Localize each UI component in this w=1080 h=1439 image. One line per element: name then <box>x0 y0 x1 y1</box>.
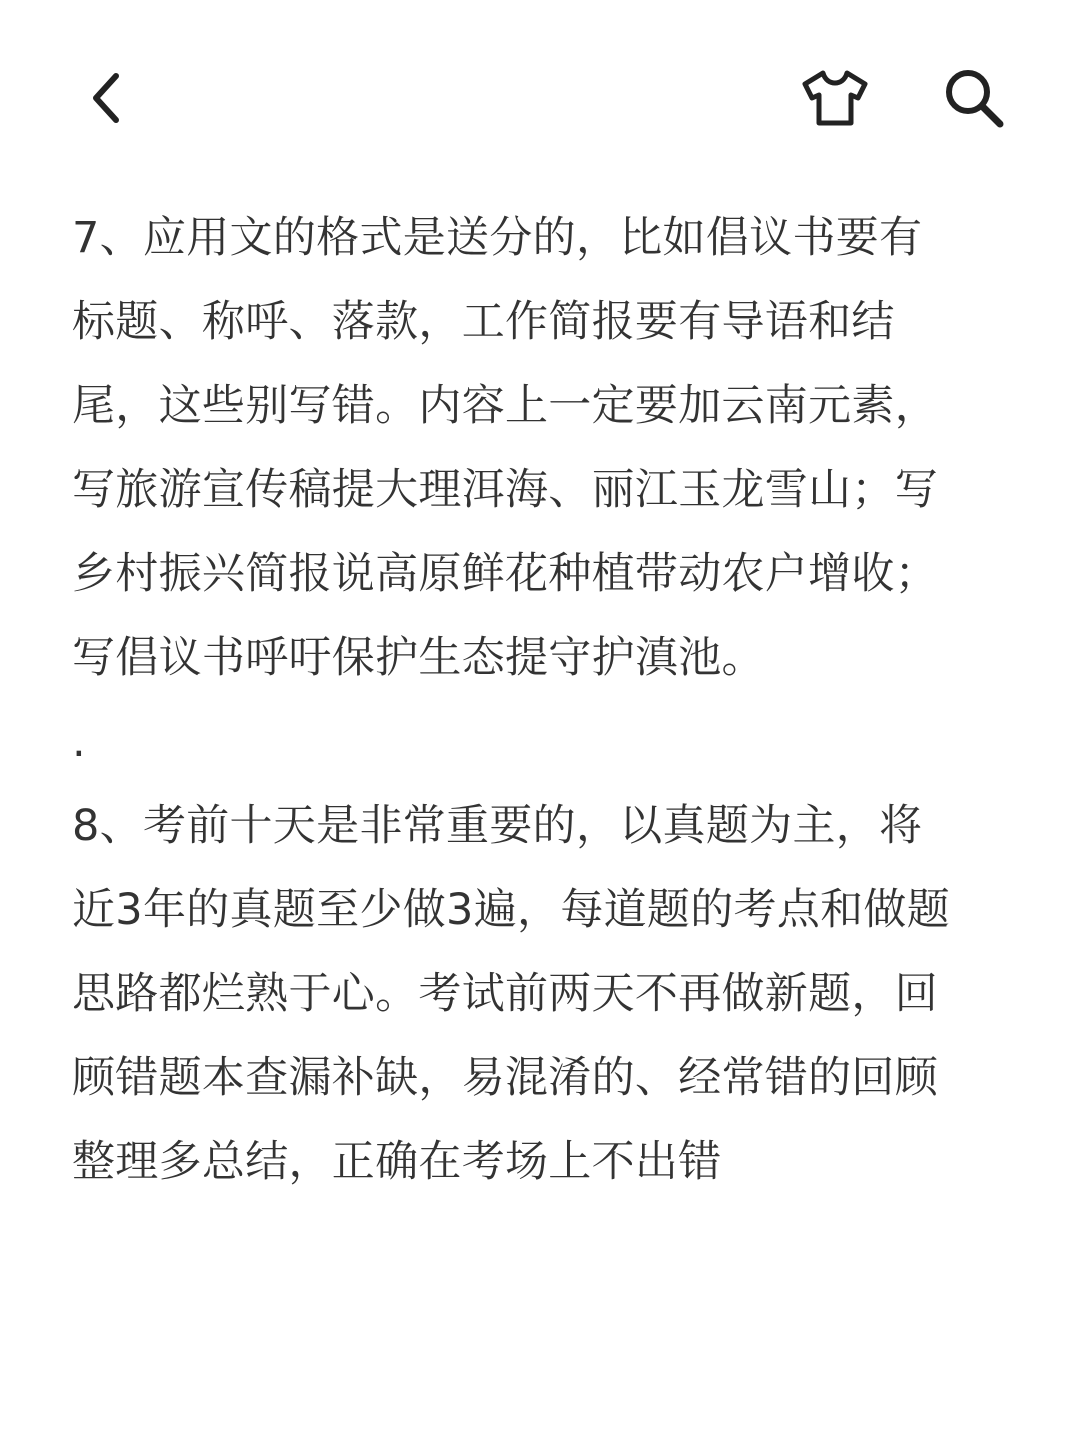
chevron-left-icon <box>86 68 126 128</box>
tshirt-icon <box>800 68 870 128</box>
paragraph-8 <box>72 784 1022 1204</box>
text-line: 7、应用文的格式是送分的，比如倡议书要有 <box>72 213 923 263</box>
text-line: 整理多总结，正确在考场上不出错 <box>72 1137 722 1187</box>
text-line: 思路都烂熟于心。考试前两天不再做新题，回 <box>72 969 938 1019</box>
paragraph-separator: . <box>72 717 86 767</box>
text-line: 写倡议书呼吁保护生态提守护滇池。 <box>72 633 765 683</box>
top-navigation-bar <box>0 0 1080 200</box>
outfit-button[interactable] <box>796 62 874 134</box>
text-line: 乡村振兴简报说高原鲜花种植带动农户增收； <box>72 549 938 599</box>
text-line: 写旅游宣传稿提大理洱海、丽江玉龙雪山；写 <box>72 465 938 515</box>
search-icon <box>942 66 1006 130</box>
text-line: 尾，这些别写错。内容上一定要加云南元素， <box>72 381 938 431</box>
text-line: 标题、称呼、落款，工作简报要有导语和结 <box>72 297 895 347</box>
search-button[interactable] <box>936 62 1012 134</box>
paragraph-7 <box>72 196 1022 700</box>
text-line: 顾错题本查漏补缺，易混淆的、经常错的回顾 <box>72 1053 938 1103</box>
text-line: 近3年的真题至少做3遍，每道题的考点和做题 <box>72 885 951 935</box>
back-button[interactable] <box>72 62 140 134</box>
article-content <box>72 196 1022 1204</box>
text-line: 8、考前十天是非常重要的，以真题为主，将 <box>72 801 923 851</box>
